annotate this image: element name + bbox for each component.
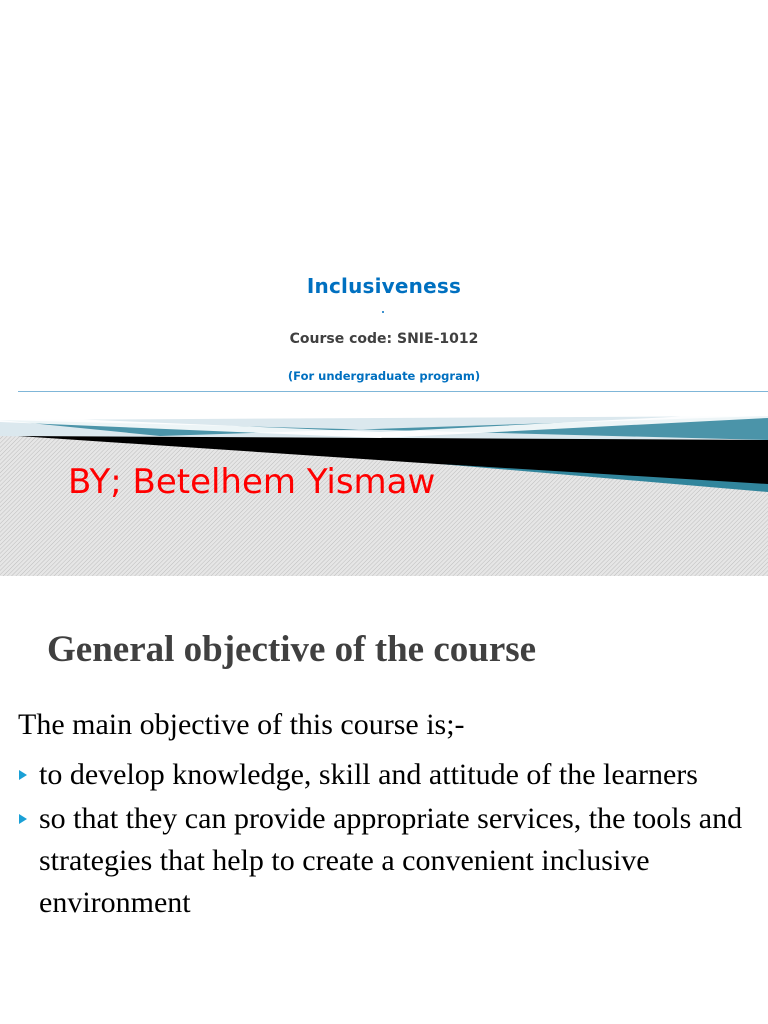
bullet-text: to develop knowledge, skill and attitude of the learners: [39, 758, 698, 791]
objective-slide: [0, 576, 768, 1024]
objective-bullets: [18, 754, 758, 924]
bullet-text: so that they can provide appropriate services, the tools and strategies that help to create a convenient inclusive environment: [39, 802, 743, 919]
triangle-bullet-icon: [19, 770, 27, 780]
title-dot: [382, 311, 384, 313]
author-name: BY; Betelhem Yismaw: [68, 462, 436, 502]
list-item: [18, 754, 758, 796]
objective-intro: The main objective of this course is;-: [18, 708, 465, 741]
list-item: [18, 798, 758, 924]
course-code: Course code: SNIE-1012: [289, 331, 479, 347]
program-label: (For undergraduate program): [287, 369, 481, 383]
objective-heading: General objective of the course: [47, 629, 537, 670]
slide-title: Inclusiveness: [306, 274, 462, 298]
triangle-bullet-icon: [19, 814, 27, 824]
